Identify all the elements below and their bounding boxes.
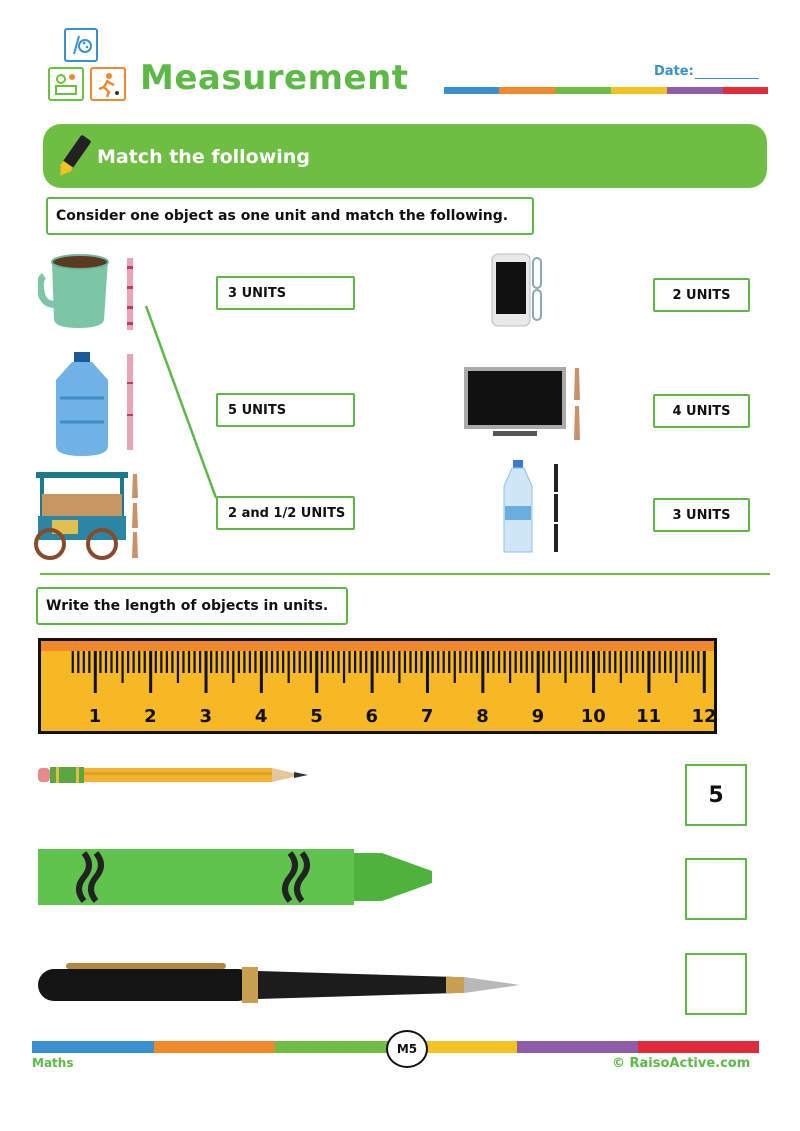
ruler-tick — [470, 651, 472, 673]
ruler-tick — [420, 651, 422, 673]
ruler-tick — [697, 651, 699, 673]
answer-box-crayon[interactable] — [685, 858, 747, 920]
ruler-tick — [144, 651, 146, 673]
ruler-tick — [587, 651, 589, 673]
water-bottle-image — [500, 458, 536, 560]
left-unit-box-2[interactable]: 5 UNITS — [216, 393, 355, 427]
date-field[interactable] — [695, 78, 759, 79]
ruler-number: 9 — [531, 706, 545, 727]
ruler-tick — [487, 651, 489, 673]
ruler-tick — [620, 651, 622, 683]
ruler-tick — [304, 651, 306, 673]
pen-image — [36, 955, 526, 1015]
pencil-image — [36, 760, 312, 794]
length-instruction: Write the length of objects in units. — [36, 587, 348, 625]
ruler-tick — [459, 651, 461, 673]
ruler-tick — [465, 651, 467, 673]
answer-box-pen[interactable] — [685, 953, 747, 1015]
ruler-number: 12 — [691, 706, 717, 727]
right-unit-box-3[interactable]: 3 UNITS — [653, 498, 750, 532]
ruler-number: 3 — [199, 706, 212, 727]
food-cart-image — [32, 470, 132, 564]
right-unit-box-2[interactable]: 4 UNITS — [653, 394, 750, 428]
ruler-tick — [72, 651, 74, 673]
ruler-tick — [492, 651, 494, 673]
ruler-tick — [426, 651, 429, 693]
ruler-tick — [575, 651, 577, 673]
subject-label: Maths — [32, 1056, 74, 1070]
ruler-tick — [653, 651, 655, 673]
page-title: Measurement — [140, 58, 409, 98]
crayon-image — [36, 845, 436, 913]
ruler-tick — [354, 651, 356, 673]
ruler-tick — [598, 651, 600, 673]
page-code-badge: M5 — [386, 1030, 428, 1068]
phone-image — [491, 253, 531, 331]
ruler-tick — [537, 651, 540, 693]
ruler-tick — [548, 651, 550, 673]
mug-image — [38, 250, 118, 334]
marker-icon — [54, 130, 94, 186]
ruler-tick — [249, 651, 251, 673]
ruler-number: 8 — [476, 706, 489, 727]
teacher-icon — [48, 67, 84, 101]
copyright-label: © RaisoActive.com — [612, 1056, 751, 1071]
runner-icon — [90, 67, 126, 101]
ruler-tick — [686, 651, 688, 673]
ruler-tick — [205, 651, 208, 693]
ruler-tick — [376, 651, 378, 673]
ruler-tick — [437, 651, 439, 673]
ruler-tick — [299, 651, 301, 673]
ruler-tick — [166, 651, 168, 673]
ruler-tick — [559, 651, 561, 673]
ruler-tick — [94, 651, 97, 693]
match-line — [140, 300, 230, 510]
ruler-tick — [415, 651, 417, 673]
ruler-tick — [581, 651, 583, 673]
ruler-tick — [210, 651, 212, 673]
ruler-tick — [360, 651, 362, 673]
ruler-tick — [177, 651, 179, 683]
answer-box-pencil[interactable]: 5 — [685, 764, 747, 826]
ruler-tick — [260, 651, 263, 693]
ruler-tick — [393, 651, 395, 673]
section-divider — [40, 573, 770, 575]
ruler-tick — [647, 651, 650, 693]
television-image — [463, 365, 567, 443]
ruler-tick — [636, 651, 638, 673]
ruler-tick — [238, 651, 240, 673]
ruler-tick — [520, 651, 522, 673]
ruler-tick — [138, 651, 140, 673]
ruler-tick — [387, 651, 389, 673]
ruler-tick — [282, 651, 284, 673]
ruler-tick — [149, 651, 152, 693]
ruler-tick — [681, 651, 683, 673]
ruler-tick — [365, 651, 367, 673]
paper-clip-unit-icon — [531, 256, 543, 326]
ruler-tick — [326, 651, 328, 673]
ruler-tick — [254, 651, 256, 673]
ruler-tick — [664, 651, 666, 673]
ruler-number: 7 — [420, 706, 434, 727]
ruler-number: 10 — [580, 706, 606, 727]
ruler-tick — [564, 651, 566, 683]
ruler-tick — [348, 651, 350, 673]
ruler-tick — [498, 651, 500, 673]
ruler-tick — [515, 651, 517, 673]
ruler-tick — [315, 651, 318, 693]
ruler-tick — [99, 651, 101, 673]
ruler-tick — [675, 651, 677, 683]
pen-unit-icon — [551, 462, 561, 560]
ruler-tick — [232, 651, 234, 683]
ruler-tick — [631, 651, 633, 673]
pencil-unit-icon — [124, 352, 136, 456]
ruler-tick — [509, 651, 511, 683]
ruler-tick — [409, 651, 411, 673]
palette-icon — [64, 28, 98, 62]
ruler-tick — [105, 651, 107, 673]
ruler-tick — [332, 651, 334, 673]
ruler-tick — [703, 651, 706, 693]
hand-span-unit-icon — [570, 366, 584, 446]
ruler-tick — [171, 651, 173, 673]
ruler-number: 2 — [144, 706, 157, 727]
ruler-number: 4 — [254, 706, 268, 727]
right-unit-box-1[interactable]: 2 UNITS — [653, 278, 750, 312]
ruler-tick — [343, 651, 345, 683]
ruler-tick — [221, 651, 223, 673]
ruler-tick — [199, 651, 201, 673]
ruler-tick — [432, 651, 434, 673]
ruler-tick — [382, 651, 384, 673]
ruler-tick — [243, 651, 245, 673]
ruler-tick — [614, 651, 616, 673]
pencil-unit-icon — [124, 256, 136, 336]
left-unit-box-3[interactable]: 2 and 1/2 UNITS — [216, 496, 355, 530]
ruler-tick — [448, 651, 450, 673]
ruler-tick — [642, 651, 644, 673]
ruler-tick — [216, 651, 218, 673]
ruler-tick — [371, 651, 374, 693]
ruler-tick — [83, 651, 85, 673]
ruler-tick — [155, 651, 157, 673]
ruler-tick — [526, 651, 528, 673]
ruler-tick — [503, 651, 505, 673]
ruler-tick — [182, 651, 184, 673]
banner-title: Match the following — [97, 146, 310, 168]
ruler-tick — [337, 651, 339, 673]
ruler-tick — [443, 651, 445, 673]
ruler-tick — [542, 651, 544, 673]
ruler-tick — [293, 651, 295, 673]
ruler-tick — [321, 651, 323, 673]
ruler-tick — [288, 651, 290, 683]
ruler-tick — [88, 651, 90, 673]
ruler-tick — [553, 651, 555, 673]
ruler-tick — [659, 651, 661, 673]
ruler-tick — [271, 651, 273, 673]
ruler-tick — [127, 651, 129, 673]
ruler-tick — [116, 651, 118, 673]
ruler-tick — [603, 651, 605, 673]
ruler-tick — [193, 651, 195, 673]
ruler-tick — [476, 651, 478, 673]
ruler-number: 6 — [365, 706, 379, 727]
date-label: Date: — [654, 64, 694, 79]
ruler-tick — [110, 651, 112, 673]
ruler-tick — [454, 651, 456, 683]
ruler-tick — [625, 651, 627, 673]
ruler-tick — [481, 651, 484, 693]
ruler-tick — [609, 651, 611, 673]
ruler-tick — [227, 651, 229, 673]
ruler-tick — [531, 651, 533, 673]
ruler-tick — [592, 651, 595, 693]
water-jug-image — [50, 350, 114, 462]
ruler-tick — [277, 651, 279, 673]
ruler-number: 11 — [636, 706, 662, 727]
ruler-number: 5 — [310, 706, 323, 727]
ruler-tick — [133, 651, 135, 673]
ruler-tick — [404, 651, 406, 673]
ruler-tick — [670, 651, 672, 673]
left-unit-box-1[interactable]: 3 UNITS — [216, 276, 355, 310]
ruler-tick — [310, 651, 312, 673]
ruler-number: 1 — [88, 706, 102, 727]
match-instruction: Consider one object as one unit and match the following. — [46, 197, 534, 235]
ruler — [38, 638, 717, 734]
ruler-tick — [160, 651, 162, 673]
ruler-tick — [188, 651, 190, 673]
ruler-tick — [77, 651, 79, 673]
ruler-tick — [398, 651, 400, 683]
ruler-tick — [570, 651, 572, 673]
ruler-tick — [265, 651, 267, 673]
ruler-tick — [692, 651, 694, 673]
ruler-tick — [121, 651, 123, 683]
